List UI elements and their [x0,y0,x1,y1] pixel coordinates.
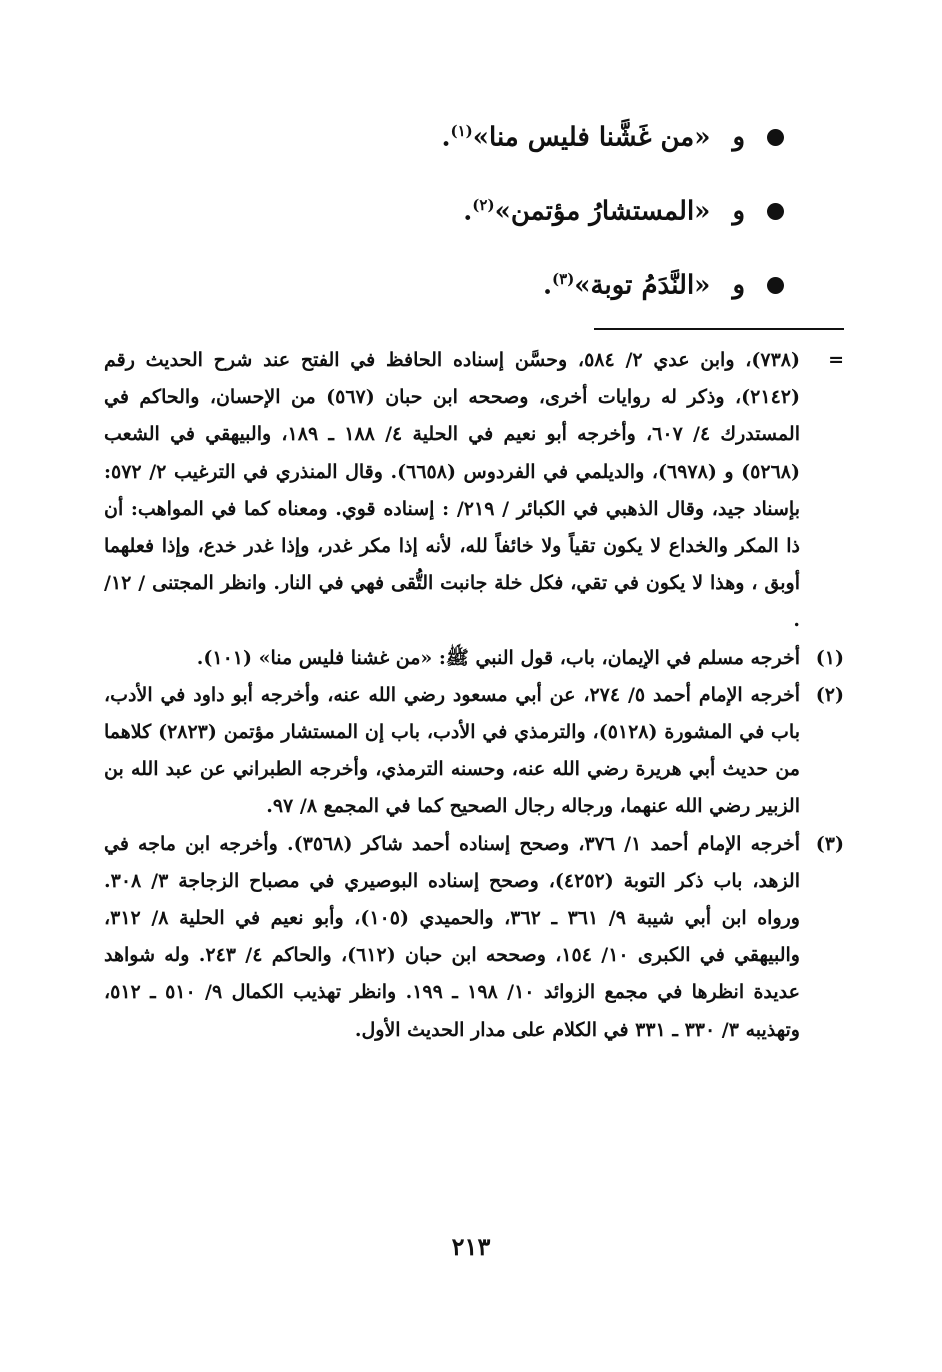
bullet-dot-icon [767,277,784,294]
footnote-2 [104,677,844,826]
footnote-ref: (١) [450,121,473,140]
footnotes [104,342,844,1049]
footnote-marker: (٣) [815,832,844,855]
bullet-prefix: و [732,122,745,152]
bullet-end: . [542,270,553,301]
footnote-separator [594,328,844,330]
footnote-text: أخرجه الإمام أحمد ١/ ٣٧٦، وصحح إسناده أحمد شاكر (٣٥٦٨). وأخرجه ابن ماجه في الزهد، باب ذكر التوبة (٤٢٥٢)، وصحح إسناده البوصيري في مصباح الزجاجة ٣/ ٣٠٨. ورواه ابن أبي شيبة ٩/ ٣٦١ ـ ٣٦٢، والحميدي (١٠٥)، وأبو نعيم في الحلية ٨/ ٣١٢، والبيهقي في الكبرى ١٠/ ١٥٤، وصححه ابن حبان (٦١٢)، والحاكم ٤/ ٢٤٣. وله شواهد عديدة انظرها في مجمع الزوائد ١٠/ ١٩٨ ـ ١٩٩. وانظر تهذيب الكمال ٩/ ٥١٠ ـ ٥١٢، وتهذيبه ٣/ ٣٣٠ ـ ٣٣١ في الكلام على مدار الحديث الأول. [104,832,801,1041]
bullet-prefix: و [732,270,745,300]
hadith-text: «من غَشَّنا فليس منا»$^{(١)}$. [441,121,711,153]
bullet-end: . [463,196,473,227]
bullet-end: . [441,122,451,153]
footnote-marker: = [828,349,844,371]
hadith-bullet-1 [244,100,784,174]
bullet-dot-icon [767,203,784,220]
footnote-marker: (١) [815,646,844,669]
hadith-text: «النَّدَمُ توبة»$^{(٣)}$. [542,269,711,301]
hadith-text: «المستشارُ مؤتمن»$^{(٢)}$. [463,195,711,227]
bullet-dot-icon [767,129,784,146]
footnote-ref: (٢) [472,195,495,214]
footnote-text: (٧٣٨)، وابن عدي ٢/ ٥٨٤، وحسَّن إسناده الحافظ في الفتح عند شرح الحديث رقم (٢١٤٢)، وذكر له روايات أخرى، وصححه ابن حبان (٥٦٧) من الإحسان، والحاكم في المستدرك ٤/ ٦٠٧، وأخرجه أبو نعيم في الحلية ٤/ ١٨٨ ـ ١٨٩، والبيهقي في الشعب (٥٢٦٨) و (٦٩٧٨)، والديلمي في الفردوس (٦٦٥٨). وقال المنذري في الترغيب ٢/ ٥٧٢: بإسناد جيد، وقال الذهبي في الكبائر / ٢١٩/ : إسناده قوي. ومعناه كما في المواهب: أن ذا المكر والخداع لا يكون تقياً ولا خائفاً لله، لأنه إذا مكر غدر، وإذا غدر خدع، وإذا فعلهما أوبق ، وهذا لا يكون في تقي، فكل خلة جانبت التُّقى فهي في النار. وانظر المجتنى / ١٢/ . [104,349,801,632]
bullet-prefix: و [732,196,745,226]
hadith-bullet-3 [244,248,784,322]
footnote-text: أخرجه الإمام أحمد ٥/ ٢٧٤، عن أبي مسعود رضي الله عنه، وأخرجه أبو داود في الأدب، باب في المشورة (٥١٢٨)، والترمذي في الأدب، باب إن المستشار مؤتمن (٢٨٢٣) كلاهما من حديث أبي هريرة رضي الله عنه، وحسنه الترمذي، وأخرجه الطبراني عن عبد الله بن الزبير رضي الله عنهما، ورجاله رجال الصحيح كما في المجمع ٨/ ٩٧. [104,683,800,818]
footnote-text: أخرجه مسلم في الإيمان، باب، قول النبي ﷺ: «من غشنا فليس منا» (١٠١). [196,646,800,669]
footnote-marker: (٢) [815,683,844,706]
footnote-ref: (٣) [552,269,575,288]
footnote-continued [104,342,844,640]
footnote-3 [104,826,844,1049]
page-number: ٢١٣ [451,1232,491,1261]
footnote-1 [104,640,844,677]
hadith-bullet-list [244,100,784,322]
hadith-bullet-2 [244,174,784,248]
